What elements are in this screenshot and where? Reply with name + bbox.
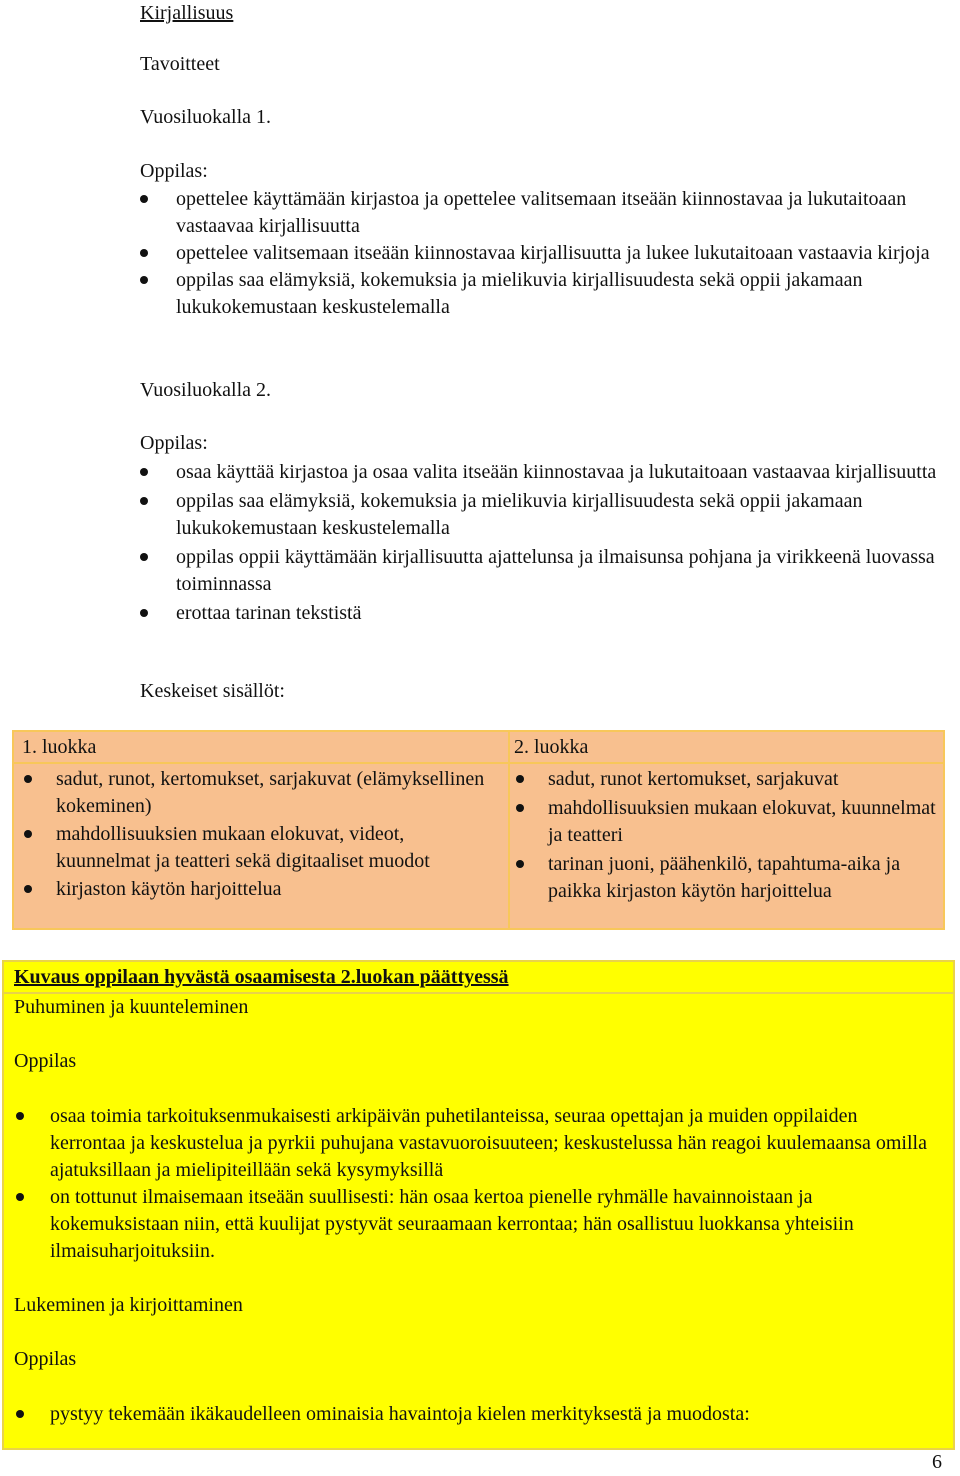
speaking-list bbox=[14, 1103, 934, 1265]
list-item: opettelee valitsemaan itseään kiinnostavaa kirjallisuutta ja lukee lukutaitoaan vastaavia kirjoja bbox=[140, 240, 930, 267]
grade1-student-label: Oppilas: bbox=[140, 160, 208, 182]
col1-list bbox=[22, 766, 502, 903]
col2-cell bbox=[514, 766, 944, 905]
reading-heading: Lukeminen ja kirjoittaminen bbox=[14, 1294, 243, 1316]
assessment-box bbox=[2, 960, 955, 1450]
list-item: on tottunut ilmaisemaan itseään suullisesti: hän osaa kertoa pienelle ryhmälle havainnoistaan ja kokemuksistaan niin, että kuulijat pystyvät seuraamaan kerrontaa; hän osallistuu luokkansa yhteisiin ilmaisuharjoituksiin. bbox=[14, 1184, 934, 1265]
list-item: mahdollisuuksien mukaan elokuvat, kuunnelmat ja teatteri bbox=[514, 795, 944, 849]
list-item: pystyy tekemään ikäkaudelleen ominaisia havaintoja kielen merkityksestä ja muodosta: bbox=[14, 1401, 934, 1428]
list-item: oppilas oppii käyttämään kirjallisuutta ajattelunsa ja ilmaisunsa pohjana ja virikkeenä luovassa toiminnassa bbox=[140, 544, 940, 598]
contents-table bbox=[12, 730, 945, 930]
grade2-goal-list bbox=[140, 459, 940, 627]
reading-list bbox=[14, 1401, 934, 1428]
table-header-divider bbox=[14, 762, 943, 764]
col1-cell bbox=[22, 766, 502, 903]
grade1-goal-list bbox=[140, 186, 930, 321]
list-item: tarinan juoni, päähenkilö, tapahtuma-aika ja paikka kirjaston käytön harjoittelua bbox=[514, 851, 944, 905]
page-number: 6 bbox=[932, 1451, 942, 1473]
list-item: oppilas saa elämyksiä, kokemuksia ja mielikuvia kirjallisuudesta sekä oppii jakamaan lukukokemustaan keskustelemalla bbox=[140, 267, 930, 321]
list-item: sadut, runot, kertomukset, sarjakuvat (elämyksellinen kokeminen) bbox=[22, 766, 502, 820]
list-item: erottaa tarinan tekstistä bbox=[140, 600, 940, 627]
list-item: sadut, runot kertomukset, sarjakuvat bbox=[514, 766, 944, 793]
section-title: Kirjallisuus bbox=[140, 2, 234, 24]
key-contents-label: Keskeiset sisällöt: bbox=[140, 680, 285, 702]
grade2-heading: Vuosiluokalla 2. bbox=[140, 379, 272, 401]
col2-list bbox=[514, 766, 944, 905]
list-item: osaa käyttää kirjastoa ja osaa valita itseään kiinnostavaa ja lukutaitoaan vastaavaa kirjallisuutta bbox=[140, 459, 940, 486]
list-item: mahdollisuuksien mukaan elokuvat, videot, kuunnelmat ja teatteri sekä digitaaliset muodot bbox=[22, 821, 502, 875]
list-item: opettelee käyttämään kirjastoa ja opettelee valitsemaan itseään kiinnostavaa ja lukutaitoaan vastaavaa kirjallisuutta bbox=[140, 186, 930, 240]
list-item: kirjaston käytön harjoittelua bbox=[22, 876, 502, 903]
goals-heading: Tavoitteet bbox=[140, 53, 220, 75]
speaking-student-label: Oppilas bbox=[14, 1050, 77, 1072]
grade1-heading: Vuosiluokalla 1. bbox=[140, 106, 272, 128]
list-item: oppilas saa elämyksiä, kokemuksia ja mielikuvia kirjallisuudesta sekä oppii jakamaan lukukokemustaan keskustelemalla bbox=[140, 488, 940, 542]
grade2-student-label: Oppilas: bbox=[140, 432, 208, 454]
col1-header: 1. luokka bbox=[22, 736, 97, 758]
list-item: osaa toimia tarkoituksenmukaisesti arkipäivän puhetilanteissa, seuraa opettajan ja muiden oppilaiden kerrontaa ja keskustelua ja pyrkii puhujana vastavuoroisuuteen; keskustelussa hän reagoi kuulemaansa omilla ajatuksillaan ja mielipiteillään sekä kysymyksillä bbox=[14, 1103, 934, 1184]
speaking-heading: Puhuminen ja kuunteleminen bbox=[14, 996, 249, 1018]
col2-header: 2. luokka bbox=[514, 736, 589, 758]
assessment-title: Kuvaus oppilaan hyvästä osaamisesta 2.luokan päättyessä bbox=[14, 966, 509, 988]
reading-student-label: Oppilas bbox=[14, 1348, 77, 1370]
